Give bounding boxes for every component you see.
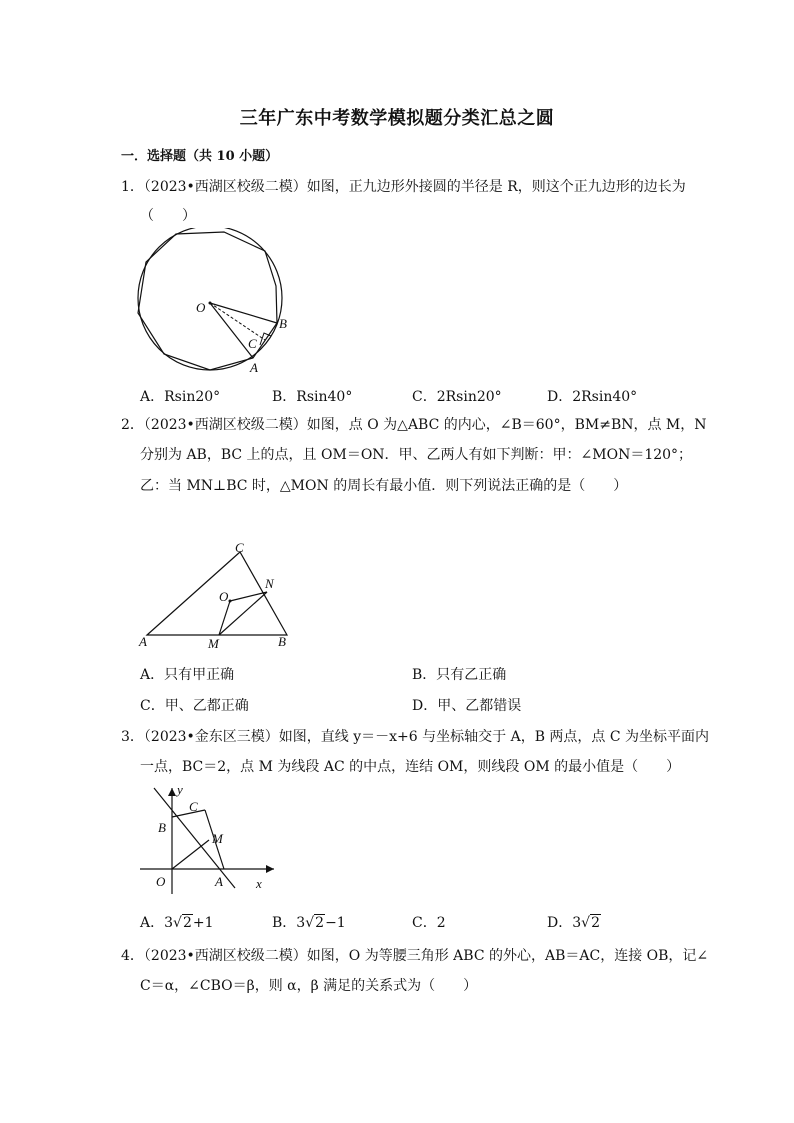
q2-option-c[interactable]: C．甲、乙都正确 (140, 698, 249, 714)
page-title: 三年广东中考数学模拟题分类汇总之圆 (239, 108, 555, 129)
q3-stem-line1: 3．（2023•金东区三模）如图，直线 y＝－x+6 与坐标轴交于 A，B 两点，点 C 为坐标平面内 (121, 729, 710, 745)
q3-option-d[interactable]: D．3√2 (547, 915, 600, 931)
segment-ob (210, 303, 277, 323)
q3-figure (132, 782, 282, 897)
q4-stem-line2: C＝α，∠CBO＝β，则 α，β 满足的关系式为（ ） (140, 978, 478, 994)
label-m: M (208, 636, 219, 651)
q2-option-b[interactable]: B．只有乙正确 (412, 667, 507, 683)
q1-option-d[interactable]: D．2Rsin40° (547, 389, 638, 405)
label-o: O (156, 874, 166, 889)
x-axis-arrow (266, 865, 274, 873)
label-n: N (265, 576, 274, 591)
q3-option-c[interactable]: C．2 (412, 915, 446, 931)
segment-om (172, 840, 209, 869)
q2-stem-line3: 乙：当 MN⊥BC 时，△MON 的周长有最小值．则下列说法正确的是（ ） (140, 478, 628, 494)
label-c: C (248, 336, 257, 351)
q1-option-b[interactable]: B．Rsin40° (272, 389, 353, 405)
y-axis-arrow (168, 788, 176, 796)
q1-stem-line1: 1．（2023•西湖区校级二模）如图，正九边形外接圆的半径是 R，则这个正九边形的边长为 (121, 179, 686, 195)
label-o: O (219, 589, 229, 604)
segment-oc (210, 303, 265, 340)
label-b: B (278, 634, 286, 649)
q2-stem-line1: 2．（2023•西湖区校级二模）如图，点 O 为△ABC 的内心，∠B＝60°，BM≠BN，点 M，N (121, 417, 707, 433)
label-a: A (139, 634, 147, 649)
q3-stem-line2: 一点，BC＝2，点 M 为线段 AC 的中点，连结 OM，则线段 OM 的最小值是（ ） (140, 759, 681, 775)
q2-option-a[interactable]: A．只有甲正确 (140, 667, 235, 683)
q2-figure (135, 540, 300, 652)
label-c: C (235, 540, 244, 555)
label-y: y (177, 782, 183, 797)
label-o: O (196, 300, 206, 315)
q1-stem-line2: （ ） (140, 208, 196, 224)
q1-option-a[interactable]: A．Rsin20° (140, 389, 221, 405)
point-o (229, 600, 232, 603)
label-b: B (279, 316, 287, 331)
q1-option-c[interactable]: C．2Rsin20° (412, 389, 502, 405)
q3-option-b[interactable]: B．3√2−1 (272, 915, 346, 931)
label-b: B (158, 820, 166, 835)
label-c: C (189, 799, 198, 814)
q2-stem-line2: 分别为 AB，BC 上的点，且 OM＝ON．甲、乙两人有如下判断：甲：∠MON＝120°； (140, 447, 693, 463)
label-a: A (250, 360, 258, 375)
label-x: x (256, 876, 262, 891)
q1-figure (130, 228, 290, 378)
segment-oa (210, 303, 253, 358)
q3-option-a[interactable]: A．3√2+1 (140, 915, 214, 931)
label-m: M (212, 831, 223, 846)
q2-option-d[interactable]: D．甲、乙都错误 (412, 698, 522, 714)
point-o (209, 302, 212, 305)
q4-stem-line1: 4．（2023•西湖区校级二模）如图，O 为等腰三角形 ABC 的外心，AB＝AC，连接 OB，记∠ (121, 948, 709, 964)
label-a: A (215, 874, 223, 889)
section-heading: 一．选择题（共 10 小题） (121, 149, 279, 164)
